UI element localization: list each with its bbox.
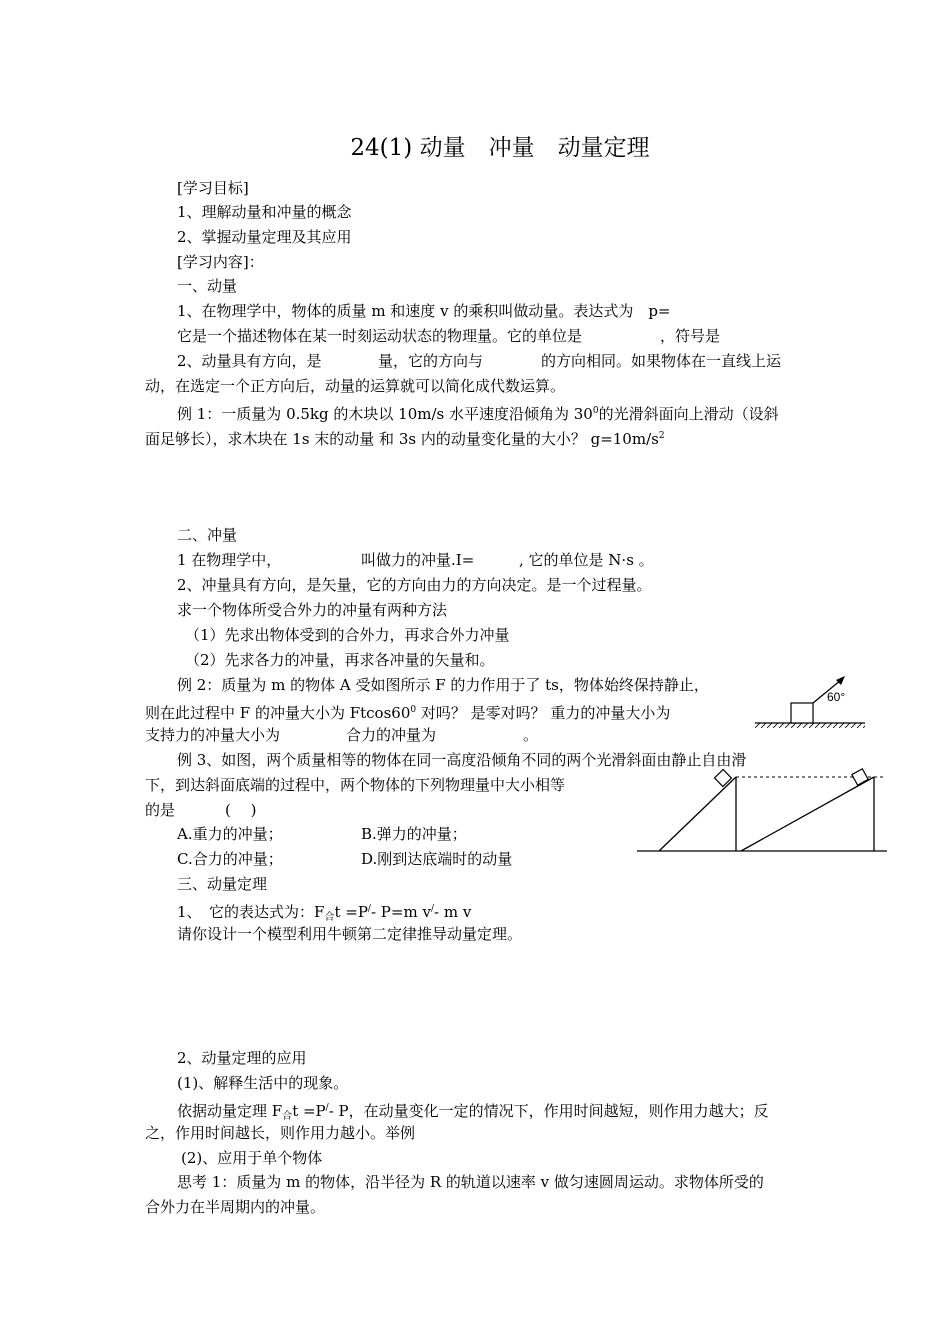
example-2-line-3b: 合力的冲量为	[346, 726, 437, 744]
page-title: 24(1) 动量 冲量 动量定理	[350, 135, 650, 161]
application-1: (1)、解释生活中的现象。	[177, 1074, 349, 1092]
content-header: [学习内容]：	[177, 253, 264, 271]
sec1-paragraph-3a: 2、动量具有方向，是	[177, 352, 322, 370]
application-heading: 2、动量定理的应用	[177, 1049, 307, 1067]
sec2-paragraph-3: 求一个物体所受合外力的冲量有两种方法	[177, 601, 448, 619]
goal-item-2: 2、掌握动量定理及其应用	[177, 228, 352, 246]
force-diagram-figure	[755, 668, 875, 728]
angle-label: 60°	[827, 690, 846, 704]
option-a: A.重力的冲量；	[177, 825, 283, 843]
explanation-line-1: 依据动量定理 $F_合t =P^/-$ P，在动量变化一定的情况下，作用时间越短，则作用力越大；反	[177, 1102, 769, 1122]
goals-header: [学习目标]	[177, 179, 249, 197]
block-on-incline-2	[852, 769, 868, 785]
goal-item-1: 1、理解动量和冲量的概念	[177, 203, 352, 221]
sec2-paragraph-1a: 1 在物理学中，	[177, 551, 282, 569]
application-2: (2)、应用于单个物体	[181, 1149, 323, 1167]
incline-1-slope	[659, 777, 736, 851]
example-2-line-1: 例 2：质量为 m 的物体 A 受如图所示 F 的力作用于了 ts，物体始终保持静止，	[177, 676, 709, 694]
ground-hatching	[755, 723, 865, 728]
example-3-line-3: 的是	[145, 801, 176, 819]
section-2-heading: 二、冲量	[177, 526, 238, 544]
option-b: B.弹力的冲量；	[361, 825, 467, 843]
sec2-paragraph-1c: , 它的单位是 N·s 。	[519, 551, 654, 569]
example-3-answer-paren: ( )	[225, 801, 257, 819]
block	[791, 703, 813, 723]
theorem-formula: 1、 它的表达式为：$F_合t =P^/-$ P=m v/- m v	[177, 903, 472, 923]
explanation-line-2: 之，作用时间越长，则作用力越小。举例	[145, 1124, 416, 1142]
example-2-line-2: 则在此过程中 F 的冲量大小为 $Ftcos60^0$ 对吗？ 是零对吗？ 重力的冲量大小为	[145, 704, 671, 722]
example-1-line-1: 例 1：一质量为 0.5kg 的木块以 10m/s 水平速度沿倾角为 $30^0$的光滑斜面向上滑动（设斜	[177, 405, 779, 423]
example-3-line-2: 下，到达斜面底端的过程中，两个物体的下列物理量中大小相等	[145, 776, 566, 794]
section-1-heading: 一、动量	[177, 277, 238, 295]
method-1: （1）先求出物体受到的合外力，再求合外力冲量	[185, 626, 510, 644]
derive-task: 请你设计一个模型利用牛顿第二定律推导动量定理。	[177, 925, 523, 943]
option-d: D.刚到达底端时的动量	[361, 850, 513, 868]
sec1-paragraph-3d: 动，在选定一个正方向后，动量的运算就可以简化成代数运算。	[145, 377, 566, 395]
example-3-line-1: 例 3、如图，两个质量相等的物体在同一高度沿倾角不同的两个光滑斜面由静止自由滑	[177, 751, 747, 769]
example-1-line-2: 面足够长），求木块在 1s 末的动量 和 3s 内的动量变化量的大小？ $g=10m/s^2$	[145, 430, 665, 448]
option-c: C.合力的冲量；	[177, 850, 283, 868]
sec1-paragraph-3c: 的方向相同。如果物体在一直线上运	[541, 352, 782, 370]
sec1-paragraph-3b: 量，它的方向与	[378, 352, 484, 370]
sec1-paragraph-1: 1、在物理学中，物体的质量 m 和速度 v 的乘积叫做动量。表达式为 p=	[177, 302, 671, 320]
example-2-line-3a: 支持力的冲量大小为	[145, 726, 281, 744]
section-3-heading: 三、动量定理	[177, 875, 268, 893]
inclines-figure	[637, 768, 897, 858]
sec1-paragraph-2a: 它是一个描述物体在某一时刻运动状态的物理量。它的单位是	[177, 327, 583, 345]
example-2-line-3c: 。	[523, 726, 539, 744]
incline-2-slope	[741, 777, 874, 851]
sec2-paragraph-1b: 叫做力的冲量.I=	[361, 551, 475, 569]
think-1-line-1: 思考 1：质量为 m 的物体，沿半径为 R 的轨道以速率 v 做匀速圆周运动。求物体所受的	[177, 1173, 764, 1191]
method-2: （2）先求各力的冲量，再求各冲量的矢量和。	[185, 651, 495, 669]
sec1-paragraph-2b: ，符号是	[660, 327, 721, 345]
sec2-paragraph-2: 2、冲量具有方向，是矢量，它的方向由力的方向决定。是一个过程量。	[177, 576, 652, 594]
think-1-line-2: 合外力在半周期内的冲量。	[145, 1198, 326, 1216]
